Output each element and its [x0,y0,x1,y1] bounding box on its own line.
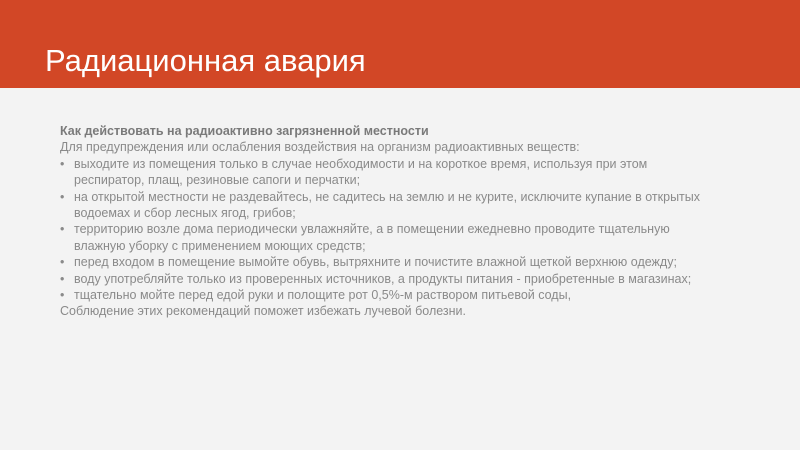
list-item-line: выходите из помещения только в случае необходимости и на короткое время, используя при этом [74,156,648,171]
list-item-line: на открытой местности не раздевайтесь, не садитесь на землю и не курите, исключите купание в открытых [74,189,701,204]
list-item [60,156,760,189]
bullet-icon: • [60,222,65,237]
list-item-line: тщательно мойте перед едой руки и полощите рот 0,5%-м раствором питьевой соды, [74,288,572,303]
list-item-line: влажную уборку с применением моющих средств; [74,238,366,253]
conclusion-text: Соблюдение этих рекомендаций поможет избежать лучевой болезни. [60,304,467,319]
list-item [60,254,760,270]
list-item [60,287,760,303]
bullet-list [60,156,760,304]
title-bar [0,0,800,88]
list-item [60,221,760,254]
bullet-icon: • [60,189,65,204]
list-item-line: перед входом в помещение вымойте обувь, вытряхните и почистите влажной щеткой верхнюю одежду; [74,255,677,270]
slide-body [60,123,760,320]
section-subtitle: Как действовать на радиоактивно загрязненной местности [60,124,429,138]
list-item-line: респиратор, плащ, резиновые сапоги и перчатки; [74,173,361,188]
intro-text: Для предупреждения или ослабления воздействия на организм радиоактивных веществ: [60,140,580,155]
bullet-icon: • [60,156,65,171]
list-item-line: водоемах и сбор лесных ягод, грибов; [74,206,296,221]
bullet-icon: • [60,255,65,270]
slide-title: Радиационная авария [45,43,366,78]
list-item [60,189,760,222]
list-item [60,271,760,287]
list-item-line: территорию возле дома периодически увлажняйте, а в помещении ежедневно проводите тщательную [74,222,670,237]
bullet-icon: • [60,271,65,286]
bullet-icon: • [60,288,65,303]
list-item-line: воду употребляйте только из проверенных источников, а продукты питания - приобретенные в магазинах; [74,271,692,286]
